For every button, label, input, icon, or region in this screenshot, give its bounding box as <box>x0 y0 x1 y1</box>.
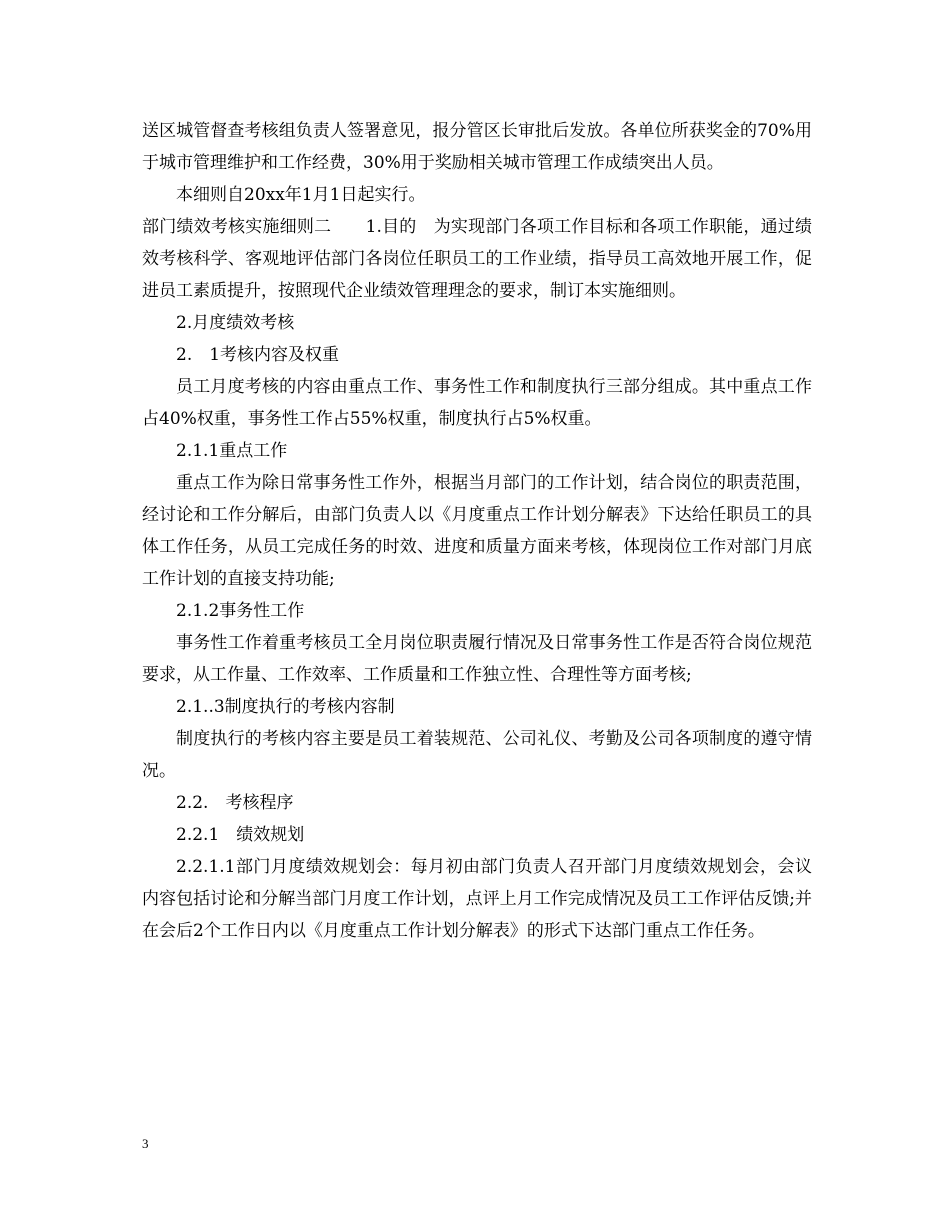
paragraph: 2.1..3制度执行的考核内容制 <box>176 697 395 717</box>
paragraph: 部门绩效考核实施细则二 1.目的 为实现部门各项工作目标和各项工作职能，通过绩效考核科学、客观地评估部门各岗位任职员工的工作业绩，指导员工高效地开展工作，促进员工素质提升，按照现代企业绩效管理理念的要求，制订本实施细则。 <box>142 217 812 301</box>
paragraph: 事务性工作着重考核员工全月岗位职责履行情况及日常事务性工作是否符合岗位规范要求，从工作量、工作效率、工作质量和工作独立性、合理性等方面考核; <box>142 633 812 685</box>
page-number: 3 <box>142 1136 149 1151</box>
paragraph: 送区城管督查考核组负责人签署意见，报分管区长审批后发放。各单位所获奖金的70%用于城市管理维护和工作经费，30%用于奖励相关城市管理工作成绩突出人员。 <box>142 121 812 173</box>
paragraph: 2.2.1.1部门月度绩效规划会：每月初由部门负责人召开部门月度绩效规划会，会议内容包括讨论和分解当部门月度工作计划，点评上月工作完成情况及员工工作评估反馈;并在会后2个工作日内以《月度重点工作计划分解表》的形式下达部门重点工作任务。 <box>142 857 812 941</box>
paragraph: 2.1.1重点工作 <box>176 441 288 461</box>
paragraph: 2.1.2事务性工作 <box>176 601 305 621</box>
paragraph: 2.2. 考核程序 <box>176 793 294 813</box>
paragraph: 2. 1考核内容及权重 <box>176 345 340 365</box>
paragraph: 本细则自20xx年1月1日起实行。 <box>176 185 426 205</box>
document-body <box>142 115 812 947</box>
paragraph: 2.2.1 绩效规划 <box>176 825 305 845</box>
paragraph: 员工月度考核的内容由重点工作、事务性工作和制度执行三部分组成。其中重点工作占40%权重，事务性工作占55%权重，制度执行占5%权重。 <box>142 377 812 429</box>
paragraph: 2.月度绩效考核 <box>176 313 295 333</box>
paragraph: 重点工作为除日常事务性工作外，根据当月部门的工作计划，结合岗位的职责范围，经讨论和工作分解后，由部门负责人以《月度重点工作计划分解表》下达给任职员工的具体工作任务，从员工完成任务的时效、进度和质量方面来考核，体现岗位工作对部门月底工作计划的直接支持功能; <box>142 473 812 589</box>
paragraph: 制度执行的考核内容主要是员工着装规范、公司礼仪、考勤及公司各项制度的遵守情况。 <box>142 729 812 781</box>
